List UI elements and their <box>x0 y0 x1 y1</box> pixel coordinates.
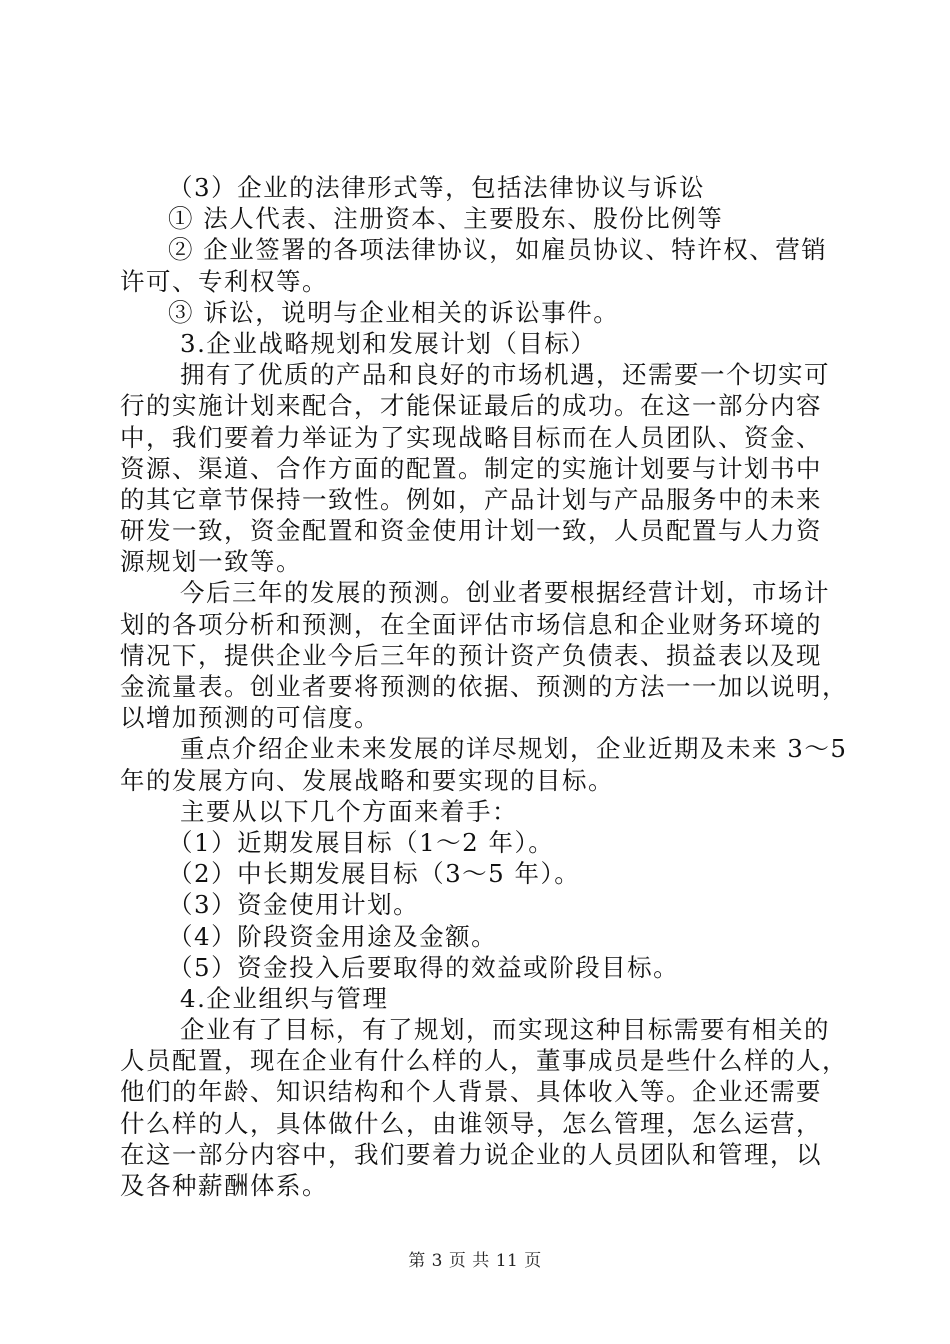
text-line: （3）企业的法律形式等，包括法律协议与诉讼 <box>168 173 706 202</box>
text-line: 什么样的人，具体做什么，由谁领导，怎么管理，怎么运营， <box>120 1108 822 1138</box>
text-line: 4.企业组织与管理 <box>180 983 389 1013</box>
text-line: 资源、渠道、合作方面的配置。制定的实施计划要与计划书中 <box>120 453 822 483</box>
text-line: 情况下，提供企业今后三年的预计资产负债表、损益表以及现 <box>120 640 822 670</box>
text-line: 拥有了优质的产品和良好的市场机遇，还需要一个切实可 <box>180 360 830 390</box>
text-line: （2）中长期发展目标（3～5 年）。 <box>168 859 581 889</box>
text-line: 中，我们要着力举证为了实现战略目标而在人员团队、资金、 <box>120 422 822 452</box>
text-line: （3）资金使用计划。 <box>168 890 420 920</box>
text-line: ② 企业签署的各项法律协议，如雇员协议、特许权、营销 <box>168 235 828 265</box>
text-line: 以增加预测的可信度。 <box>120 703 380 733</box>
text-line: 3.企业战略规划和发展计划（目标） <box>180 328 597 358</box>
text-line: 年的发展方向、发展战略和要实现的目标。 <box>120 765 614 795</box>
text-line: 划的各项分析和预测，在全面评估市场信息和企业财务环境的 <box>120 609 822 639</box>
text-line: 及各种薪酬体系。 <box>120 1171 328 1200</box>
text-line: ① 法人代表、注册资本、主要股东、股份比例等 <box>168 204 724 234</box>
text-line: 主要从以下几个方面来着手： <box>180 796 518 826</box>
text-line: 行的实施计划来配合，才能保证最后的成功。在这一部分内容 <box>120 391 822 421</box>
text-line: 企业有了目标，有了规划，而实现这种目标需要有相关的 <box>180 1015 830 1045</box>
document-body <box>120 172 848 1201</box>
text-line: 今后三年的发展的预测。创业者要根据经营计划，市场计 <box>180 578 830 608</box>
text-line: 源规划一致等。 <box>120 547 302 577</box>
text-line: （5）资金投入后要取得的效益或阶段目标。 <box>168 952 680 982</box>
text-line: （1）近期发展目标（1～2 年）。 <box>168 827 555 857</box>
page-footer: 第 3 页 共 11 页 <box>408 1251 542 1271</box>
text-line: 研发一致，资金配置和资金使用计划一致，人员配置与人力资 <box>120 516 822 546</box>
text-line: 许可、专利权等。 <box>120 266 328 296</box>
text-line: （4）阶段资金用途及金额。 <box>168 921 498 951</box>
text-line: 重点介绍企业未来发展的详尽规划，企业近期及未来 3～5 <box>180 734 848 764</box>
text-line: 他们的年龄、知识结构和个人背景、具体收入等。企业还需要 <box>120 1077 822 1107</box>
text-line: 金流量表。创业者要将预测的依据、预测的方法一一加以说明， <box>120 672 848 701</box>
text-line: ③ 诉讼，说明与企业相关的诉讼事件。 <box>168 297 620 327</box>
text-line: 人员配置，现在企业有什么样的人，董事成员是些什么样的人， <box>120 1046 848 1076</box>
text-line: 的其它章节保持一致性。例如，产品计划与产品服务中的未来 <box>120 484 822 514</box>
text-line: 在这一部分内容中，我们要着力说企业的人员团队和管理，以 <box>120 1139 822 1169</box>
